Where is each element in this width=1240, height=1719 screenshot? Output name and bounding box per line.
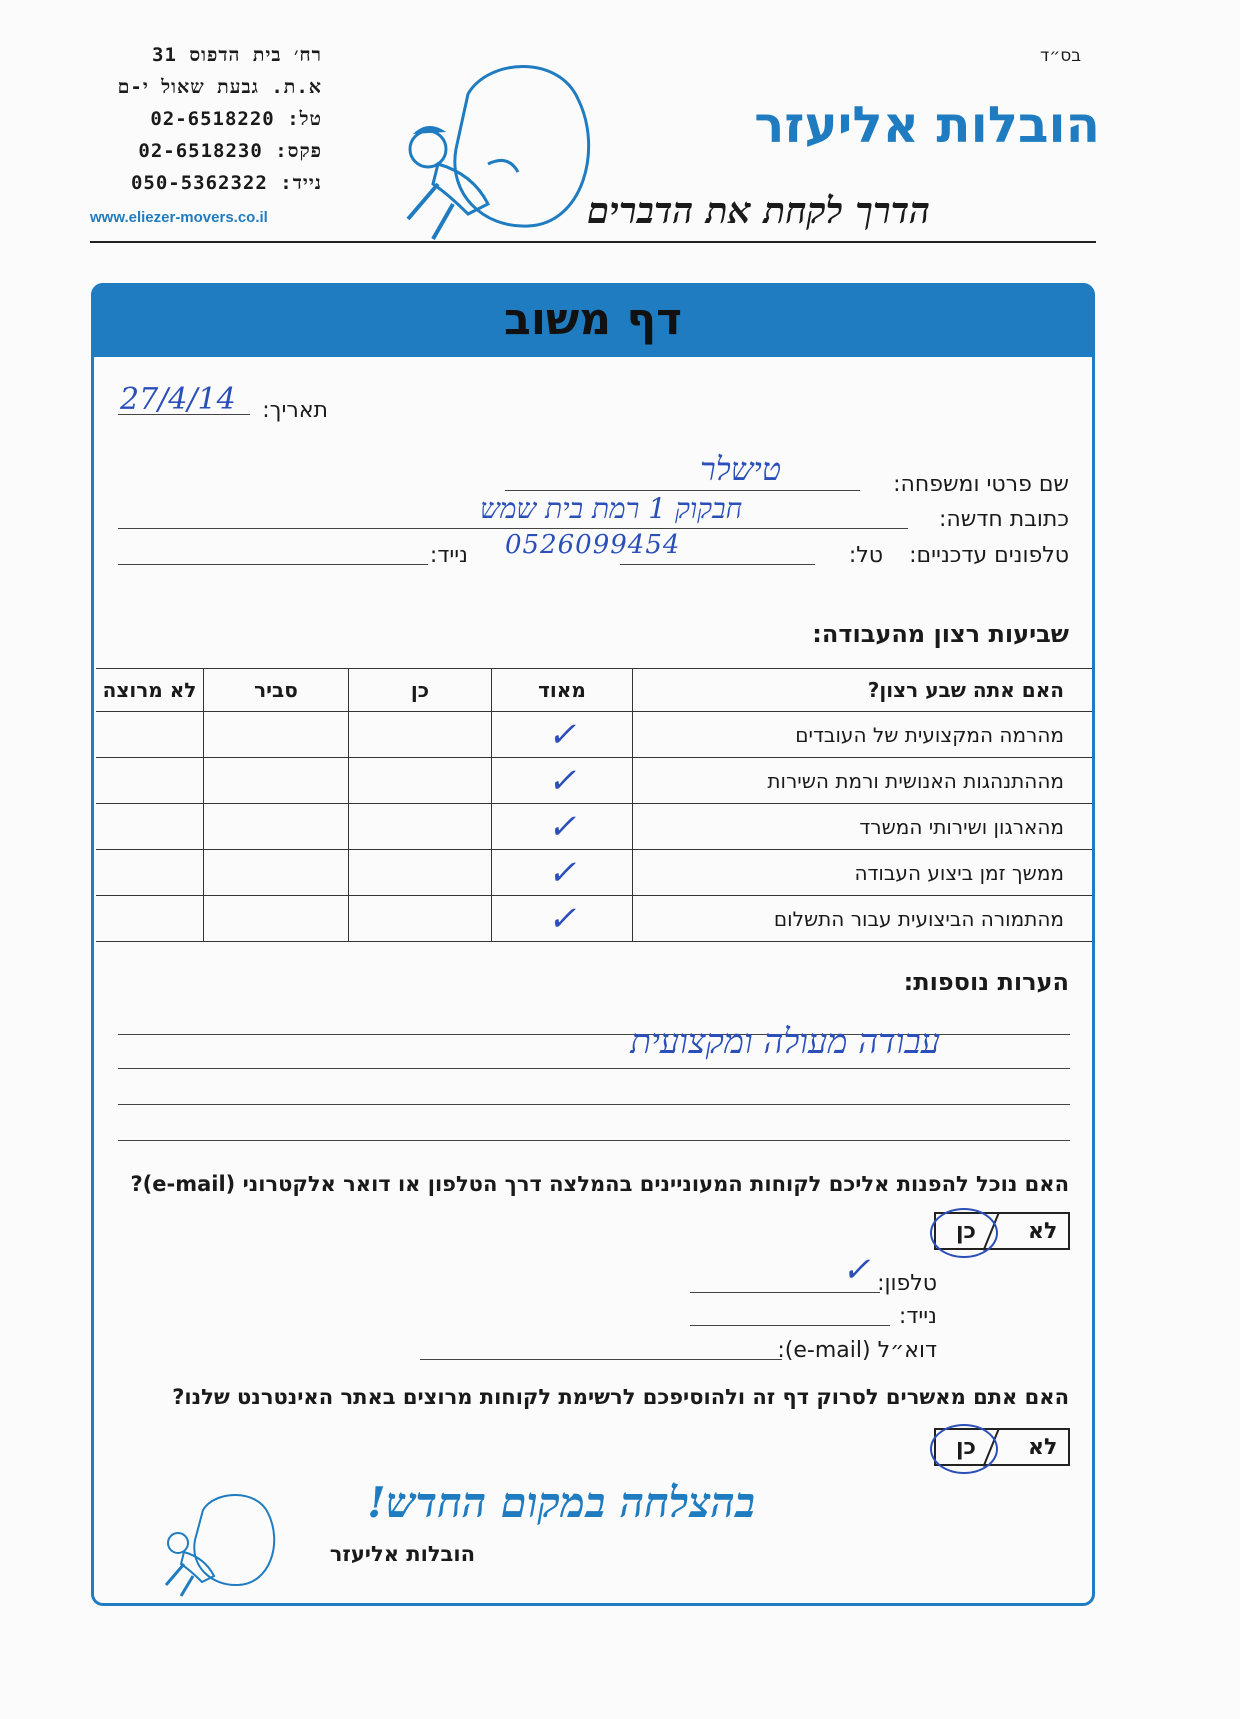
mobile-number: נייד: 050-5362322: [130, 172, 322, 194]
form-title: דף משוב: [503, 294, 683, 345]
table-header-row: [96, 669, 1092, 712]
table-row: [96, 758, 1092, 804]
mover-logo-icon: [378, 54, 608, 254]
referral-yes-no-box: [934, 1212, 1070, 1250]
table-row: [96, 850, 1092, 896]
row-check-yes[interactable]: [349, 804, 492, 850]
row-check-reasonable[interactable]: [204, 804, 349, 850]
row-label: מהתמורה הביצועית עבור התשלום: [633, 896, 1093, 942]
tel-line: [620, 564, 815, 565]
referral-mobile-line: [690, 1325, 890, 1326]
table-row: [96, 896, 1092, 942]
row-label: מהארגון ושירותי המשרד: [633, 804, 1093, 850]
name-label: שם פרטי ומשפחה:: [893, 472, 1069, 497]
referral-phone-label: טלפון:: [877, 1271, 937, 1296]
address-field[interactable]: חבקוק 1 רמת בית שמש: [480, 492, 743, 525]
col-very: מאוד: [492, 669, 633, 712]
satisfaction-heading: שביעות רצון מהעבודה:: [812, 620, 1069, 648]
row-check-reasonable[interactable]: [204, 850, 349, 896]
phones-label: טלפונים עדכניים:: [909, 543, 1069, 568]
row-check-unsatisfied[interactable]: [96, 850, 204, 896]
yes-circle-mark: [930, 1208, 998, 1258]
address-line: [118, 528, 908, 529]
referral-email-label: דוא״ל (e-mail):: [777, 1338, 937, 1363]
company-slogan: הדרך לקחת את הדברים: [586, 190, 930, 232]
referral-yes-option[interactable]: כן: [956, 1219, 977, 1244]
referral-phone-check[interactable]: ✓: [842, 1250, 871, 1290]
row-label: מהרמה המקצועית של העובדים: [633, 712, 1093, 758]
address-line1: רח׳ בית הדפוס 31: [152, 44, 322, 66]
referral-phone-line: [690, 1292, 880, 1293]
publish-yes-option[interactable]: כן: [956, 1435, 977, 1460]
publish-question: האם אתם מאשרים לסרוק דף זה ולהוסיפכם לרשימת לקוחות מרוצים באתר האינטרנט שלנו?: [172, 1385, 1069, 1409]
row-check-unsatisfied[interactable]: [96, 712, 204, 758]
row-check-reasonable[interactable]: [204, 758, 349, 804]
row-check-unsatisfied[interactable]: [96, 758, 204, 804]
name-field[interactable]: טישלר: [700, 450, 782, 488]
mobile-label: נייד:: [429, 543, 468, 568]
col-unsatisfied: לא מרוצה: [96, 669, 204, 712]
bsd-mark: בס״ד: [1040, 46, 1082, 66]
row-check-yes[interactable]: [349, 850, 492, 896]
referral-question: האם נוכל להפנות אליכם לקוחות המעוניינים בהמלצה דרך הטלפון או דואר אלקטרוני (e-mail)?: [130, 1172, 1069, 1196]
referral-mobile-label: נייד:: [898, 1304, 937, 1329]
tel-label: טל:: [848, 543, 883, 568]
referral-email-line: [420, 1359, 782, 1360]
address-line2: א.ת. גבעת שאול י-ם: [117, 76, 322, 98]
row-check-yes[interactable]: [349, 712, 492, 758]
row-check-yes[interactable]: [349, 896, 492, 942]
comments-heading: הערות נוספות:: [903, 968, 1069, 996]
company-name: הובלות אליעזר: [754, 96, 1100, 154]
publish-yes-no-box: [934, 1428, 1070, 1466]
row-check-very[interactable]: ✓: [492, 758, 633, 804]
row-check-very[interactable]: ✓: [492, 896, 633, 942]
comment-line: [118, 1140, 1070, 1141]
referral-no-option[interactable]: לא: [1028, 1219, 1058, 1244]
row-check-reasonable[interactable]: [204, 896, 349, 942]
fax-number: פקס: 02-6518230: [138, 140, 322, 162]
comments-field[interactable]: עבודה מעולה ומקצועית: [630, 1022, 940, 1062]
publish-no-option[interactable]: לא: [1028, 1435, 1058, 1460]
col-yes: כן: [349, 669, 492, 712]
col-question: האם אתה שבע רצון?: [633, 669, 1093, 712]
row-check-very[interactable]: ✓: [492, 804, 633, 850]
row-check-reasonable[interactable]: [204, 712, 349, 758]
table-row: [96, 804, 1092, 850]
row-check-very[interactable]: ✓: [492, 850, 633, 896]
mobile-field[interactable]: 0526099454: [505, 530, 681, 560]
phone-number: טל: 02-6518220: [150, 108, 322, 130]
date-label: תאריך:: [262, 398, 328, 423]
footer-signature: הובלות אליעזר: [329, 1542, 475, 1566]
address-label: כתובת חדשה:: [938, 507, 1069, 532]
mobile-line: [118, 564, 428, 565]
table-row: [96, 712, 1092, 758]
comment-line: [118, 1104, 1070, 1105]
col-reasonable: סביר: [204, 669, 349, 712]
name-line: [505, 490, 860, 491]
row-check-unsatisfied[interactable]: [96, 804, 204, 850]
row-label: מההתנהגות האנושית ורמת השירות: [633, 758, 1093, 804]
website-link[interactable]: www.eliezer-movers.co.il: [90, 209, 268, 226]
mover-logo-small-icon: [148, 1488, 288, 1598]
satisfaction-table: [96, 668, 1092, 942]
yes-circle-mark: [930, 1424, 998, 1474]
date-field[interactable]: 27/4/14: [120, 382, 236, 417]
row-check-very[interactable]: ✓: [492, 712, 633, 758]
row-check-yes[interactable]: [349, 758, 492, 804]
row-label: ממשך זמן ביצוע העבודה: [633, 850, 1093, 896]
row-check-unsatisfied[interactable]: [96, 896, 204, 942]
comment-line: [118, 1068, 1070, 1069]
good-luck-message: בהצלחה במקום החדש!: [367, 1478, 755, 1527]
